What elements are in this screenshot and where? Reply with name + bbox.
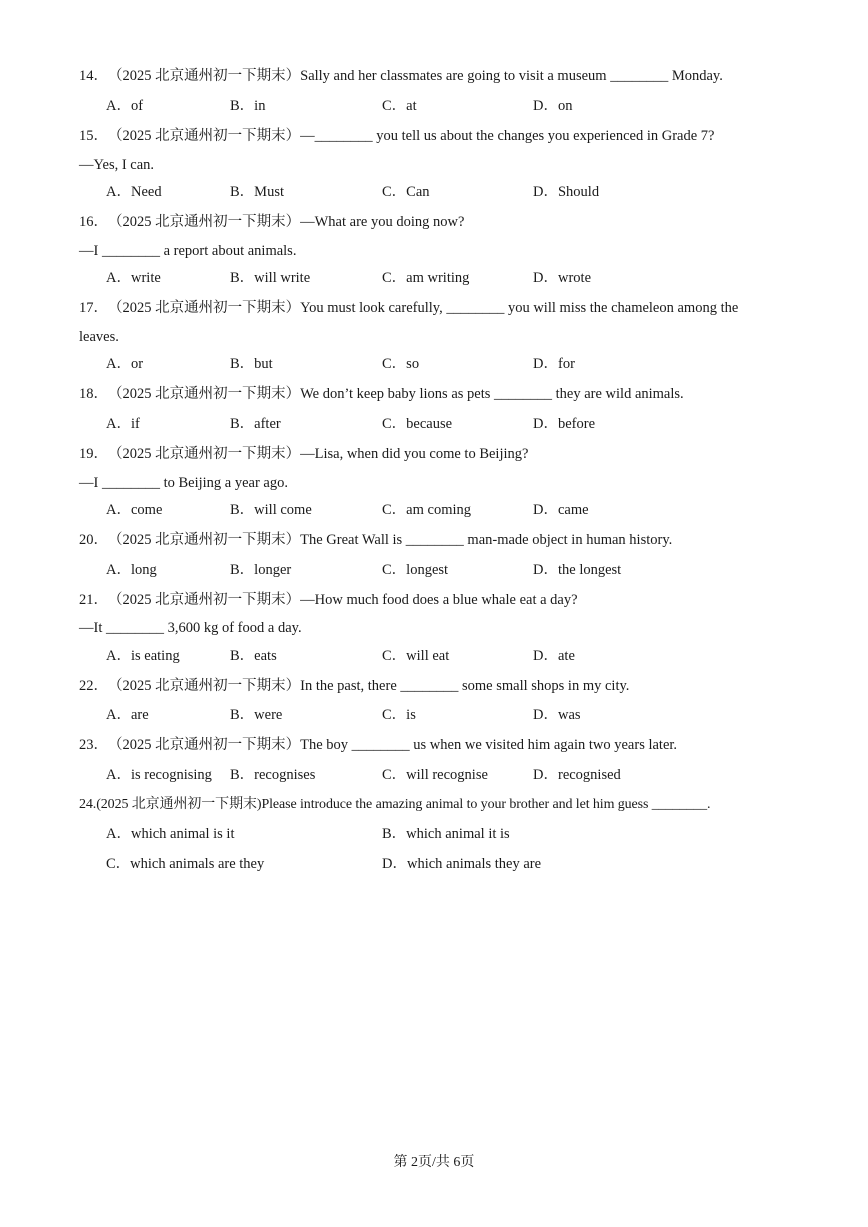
question-text: In the past, there ________ some small shops in my city. bbox=[300, 678, 630, 694]
question-number: 17． bbox=[79, 300, 108, 316]
question-source: （2025 北京通州初一下期末） bbox=[108, 386, 301, 402]
option-c bbox=[106, 854, 264, 874]
option-d bbox=[533, 268, 591, 288]
question-source: （2025 北京通州初一下期末） bbox=[108, 737, 301, 753]
option-d bbox=[382, 854, 541, 874]
option-b bbox=[230, 765, 315, 785]
option-letter: B． bbox=[230, 270, 255, 286]
option-text: which animal it is bbox=[406, 826, 510, 842]
question-number: 16． bbox=[79, 214, 108, 230]
option-c bbox=[382, 268, 469, 288]
option-b bbox=[230, 182, 284, 202]
option-letter: B． bbox=[230, 356, 255, 372]
question-text: —________ you tell us about the changes you experienced in Grade 7? bbox=[300, 128, 715, 144]
option-c bbox=[382, 354, 419, 374]
question-source: （2025 北京通州初一下期末） bbox=[108, 678, 301, 694]
option-letter: A． bbox=[106, 98, 131, 114]
option-c bbox=[382, 182, 430, 202]
option-c bbox=[382, 765, 488, 785]
option-letter: D． bbox=[533, 767, 558, 783]
option-letter: C． bbox=[106, 856, 131, 872]
option-b bbox=[230, 96, 265, 116]
option-letter: B． bbox=[382, 826, 407, 842]
question-text: Please introduce the amazing animal to your brother and let him guess ________. bbox=[261, 797, 711, 812]
option-letter: A． bbox=[106, 648, 131, 664]
question-number: 22． bbox=[79, 678, 108, 694]
question-number: 21． bbox=[79, 592, 108, 608]
option-letter: D． bbox=[533, 648, 558, 664]
option-text: for bbox=[557, 356, 575, 372]
option-text: wrote bbox=[557, 270, 591, 286]
option-text: after bbox=[254, 416, 281, 432]
option-a bbox=[106, 705, 149, 725]
question-text: You must look carefully, ________ you will miss the chameleon among the bbox=[300, 300, 739, 316]
question-number: 14． bbox=[79, 68, 108, 84]
question-text: —How much food does a blue whale eat a day? bbox=[300, 592, 578, 608]
option-letter: B． bbox=[230, 502, 255, 518]
option-letter: C． bbox=[382, 184, 407, 200]
question-number: 24. bbox=[79, 797, 97, 812]
question-source: （2025 北京通州初一下期末） bbox=[108, 532, 301, 548]
option-letter: C． bbox=[382, 416, 407, 432]
option-c bbox=[382, 705, 416, 725]
option-letter: A． bbox=[106, 502, 131, 518]
question-text: The Great Wall is ________ man-made object in human history. bbox=[300, 532, 673, 548]
option-text: am writing bbox=[406, 270, 470, 286]
option-text: which animal is it bbox=[130, 826, 235, 842]
question-21 bbox=[79, 590, 798, 610]
option-text: because bbox=[406, 416, 453, 432]
option-letter: A． bbox=[106, 270, 131, 286]
option-a bbox=[106, 96, 143, 116]
option-d bbox=[533, 765, 621, 785]
option-b bbox=[382, 824, 510, 844]
option-text: recognised bbox=[557, 767, 621, 783]
option-text: in bbox=[254, 98, 266, 114]
option-text: write bbox=[130, 270, 161, 286]
question-text: The boy ________ us when we visited him again two years later. bbox=[300, 737, 678, 753]
option-letter: B． bbox=[230, 648, 255, 664]
option-letter: B． bbox=[230, 98, 255, 114]
option-text: on bbox=[557, 98, 573, 114]
question-source: （2025 北京通州初一下期末） bbox=[108, 592, 301, 608]
option-text: is recognising bbox=[130, 767, 212, 783]
option-letter: B． bbox=[230, 184, 255, 200]
question-source: （2025 北京通州初一下期末） bbox=[108, 214, 301, 230]
option-text: is eating bbox=[130, 648, 180, 664]
option-letter: D． bbox=[533, 356, 558, 372]
option-d bbox=[533, 560, 621, 580]
question-14 bbox=[79, 66, 798, 86]
option-a bbox=[106, 268, 161, 288]
option-letter: A． bbox=[106, 562, 131, 578]
option-a bbox=[106, 560, 157, 580]
question-19 bbox=[79, 444, 798, 464]
option-d bbox=[533, 646, 575, 666]
option-d bbox=[533, 96, 572, 116]
option-a bbox=[106, 765, 212, 785]
option-text: which animals are they bbox=[130, 856, 265, 872]
question-number: 23． bbox=[79, 737, 108, 753]
question-number: 19． bbox=[79, 446, 108, 462]
option-letter: B． bbox=[230, 767, 255, 783]
option-c bbox=[382, 560, 448, 580]
option-letter: A． bbox=[106, 416, 131, 432]
option-letter: C． bbox=[382, 270, 407, 286]
option-text: which animals they are bbox=[406, 856, 542, 872]
option-a bbox=[106, 354, 143, 374]
question-22 bbox=[79, 676, 798, 696]
option-letter: D． bbox=[533, 184, 558, 200]
option-a bbox=[106, 500, 162, 520]
question-continuation: —I ________ to Beijing a year ago. bbox=[79, 475, 288, 491]
question-17 bbox=[79, 298, 798, 318]
option-text: long bbox=[130, 562, 157, 578]
question-source: （2025 北京通州初一下期末） bbox=[108, 68, 301, 84]
option-letter: C． bbox=[382, 648, 407, 664]
question-number: 15． bbox=[79, 128, 108, 144]
option-d bbox=[533, 500, 589, 520]
option-letter: A． bbox=[106, 767, 131, 783]
option-text: longer bbox=[254, 562, 292, 578]
option-letter: B． bbox=[230, 707, 255, 723]
question-15 bbox=[79, 126, 798, 146]
option-b bbox=[230, 500, 312, 520]
option-letter: C． bbox=[382, 562, 407, 578]
option-letter: C． bbox=[382, 356, 407, 372]
option-text: eats bbox=[254, 648, 277, 664]
option-c bbox=[382, 500, 471, 520]
option-text: will eat bbox=[406, 648, 450, 664]
option-c bbox=[382, 96, 417, 116]
option-letter: C． bbox=[382, 502, 407, 518]
option-letter: D． bbox=[533, 416, 558, 432]
option-text: before bbox=[557, 416, 596, 432]
option-b bbox=[230, 705, 282, 725]
option-b bbox=[230, 646, 277, 666]
option-text: Need bbox=[130, 184, 162, 200]
option-letter: C． bbox=[382, 767, 407, 783]
option-text: longest bbox=[406, 562, 449, 578]
question-text: We don’t keep baby lions as pets ________ they are wild animals. bbox=[300, 386, 684, 402]
question-text: —What are you doing now? bbox=[300, 214, 465, 230]
option-text: will recognise bbox=[406, 767, 488, 783]
option-b bbox=[230, 560, 291, 580]
option-text: Can bbox=[406, 184, 430, 200]
option-text: but bbox=[254, 356, 273, 372]
question-24 bbox=[79, 795, 710, 815]
question-number: 20． bbox=[79, 532, 108, 548]
option-text: will come bbox=[254, 502, 312, 518]
option-text: are bbox=[130, 707, 149, 723]
option-letter: D． bbox=[533, 562, 558, 578]
question-text: —Lisa, when did you come to Beijing? bbox=[300, 446, 529, 462]
option-text: of bbox=[130, 98, 144, 114]
option-text: will write bbox=[254, 270, 311, 286]
option-letter: D． bbox=[533, 502, 558, 518]
option-text: at bbox=[406, 98, 417, 114]
page-number: 第 2页/共 6页 bbox=[393, 1155, 475, 1170]
option-text: is bbox=[406, 707, 416, 723]
option-b bbox=[230, 414, 281, 434]
option-text: was bbox=[557, 707, 581, 723]
option-text: came bbox=[557, 502, 589, 518]
option-text: Must bbox=[254, 184, 284, 200]
option-letter: D． bbox=[382, 856, 407, 872]
option-letter: D． bbox=[533, 270, 558, 286]
option-b bbox=[230, 354, 273, 374]
option-a bbox=[106, 414, 140, 434]
option-letter: D． bbox=[533, 98, 558, 114]
option-a bbox=[106, 824, 234, 844]
option-d bbox=[533, 414, 595, 434]
question-20 bbox=[79, 530, 798, 550]
option-text: if bbox=[130, 416, 140, 432]
option-b bbox=[230, 268, 310, 288]
option-letter: A． bbox=[106, 707, 131, 723]
option-letter: A． bbox=[106, 184, 131, 200]
option-a bbox=[106, 182, 162, 202]
option-text: were bbox=[254, 707, 283, 723]
option-letter: B． bbox=[230, 562, 255, 578]
option-d bbox=[533, 182, 599, 202]
question-source: （2025 北京通州初一下期末） bbox=[108, 300, 301, 316]
option-letter: D． bbox=[533, 707, 558, 723]
option-c bbox=[382, 414, 452, 434]
option-letter: A． bbox=[106, 826, 131, 842]
question-source: （2025 北京通州初一下期末） bbox=[108, 128, 301, 144]
option-letter: C． bbox=[382, 98, 407, 114]
question-continuation: —It ________ 3,600 kg of food a day. bbox=[79, 620, 302, 636]
option-text: am coming bbox=[406, 502, 472, 518]
option-a bbox=[106, 646, 180, 666]
option-text: or bbox=[130, 356, 144, 372]
option-text: the longest bbox=[557, 562, 622, 578]
option-text: ate bbox=[557, 648, 575, 664]
question-18 bbox=[79, 384, 798, 404]
option-text: so bbox=[406, 356, 420, 372]
question-number: 18． bbox=[79, 386, 108, 402]
question-continuation: —I ________ a report about animals. bbox=[79, 243, 297, 259]
question-text: Sally and her classmates are going to visit a museum ________ Monday. bbox=[300, 68, 723, 84]
question-16 bbox=[79, 212, 798, 232]
option-letter: C． bbox=[382, 707, 407, 723]
option-d bbox=[533, 705, 581, 725]
option-text: come bbox=[130, 502, 163, 518]
question-23 bbox=[79, 735, 798, 755]
question-source: (2025 北京通州初一下期末) bbox=[96, 797, 262, 812]
option-c bbox=[382, 646, 449, 666]
option-letter: A． bbox=[106, 356, 131, 372]
option-letter: B． bbox=[230, 416, 255, 432]
option-d bbox=[533, 354, 575, 374]
question-continuation: leaves. bbox=[79, 329, 119, 345]
option-text: Should bbox=[557, 184, 600, 200]
question-continuation: —Yes, I can. bbox=[79, 157, 155, 173]
option-text: recognises bbox=[254, 767, 316, 783]
question-source: （2025 北京通州初一下期末） bbox=[108, 446, 301, 462]
